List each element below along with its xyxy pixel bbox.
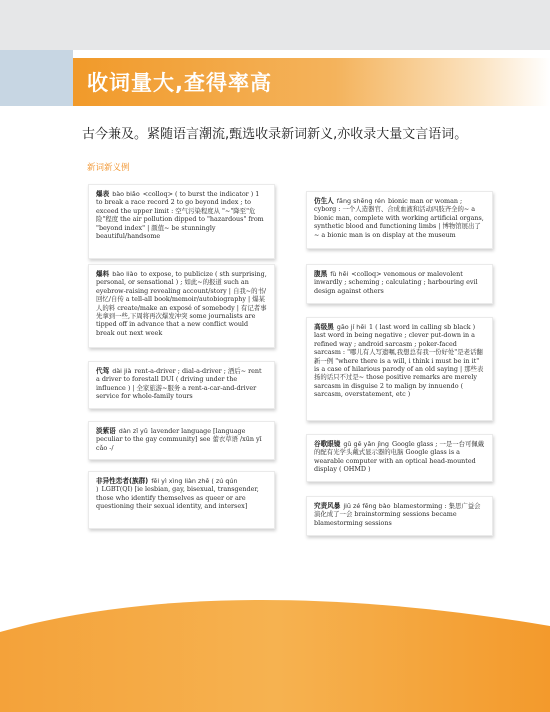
entry-headword: 高级黑 <box>314 323 334 331</box>
entry-headword: 腹黑 <box>314 270 328 278</box>
entry-definition: to expose, to publicize ( sth surprising, personal, or sensational ) ; 如此~的报道 such an eyebrow-raising revealing account/story | 自我~的书/回忆/自传 a tell-all book/memoir/autobiography | 爆某人的料 create/make an exposé of somebody | 有记者事先拿到一些,下周将再次爆发冲突 some journalists are tipped off in advance that a new conflict would break out next week <box>96 270 267 337</box>
entry-headword: 究责风暴 <box>314 502 341 510</box>
entry-card <box>88 264 275 348</box>
entry-definition: lavender language [language peculiar to the gay community] see 蕾衣草语 /xūn yī cǎo -/ <box>96 427 262 452</box>
entry-card <box>88 184 275 259</box>
entry-definition: <colloq> ( to burst the indicator ) 1 to break a race record 2 to go beyond index ; to exceed the upper limit : 空气污染程度从 "~"降至"危险"程度 the air pollution dipped to "hazardous" from "beyond index" | 颜值~ be stunningly beautiful/handsome <box>96 190 264 241</box>
entry-definition: LGBT(QI) [ie lesbian, gay, bisexual, transgender, those who identify themselves as queer or are questioning their sexual identity, and intersex] <box>96 485 259 511</box>
entry-definition: <colloq> venomous or malevolent inwardly ; scheming ; calculating ; harbouring evil design against others <box>314 270 478 295</box>
left-blue-stripe <box>0 50 73 106</box>
entry-definition: Google glass ; 一是一台可佩戴的配有光学头戴式显示器的电脑 Google glass is a wearable computer with an optical head-mounted display ( OHMD ) <box>314 440 485 474</box>
entry-headword: 爆料 <box>96 270 110 278</box>
bottom-wave-decoration <box>0 590 550 712</box>
title-banner <box>73 58 550 106</box>
entry-card <box>88 361 275 409</box>
banner-title: 收词量大,查得率高 <box>87 71 272 95</box>
entry-headword: 爆表 <box>96 190 110 198</box>
entry-pinyin: bào biǎo <box>112 190 140 198</box>
entry-pinyin: dài jià <box>112 367 132 375</box>
entry-headword: 仿生人 <box>314 197 334 205</box>
wave-shape <box>0 590 550 712</box>
entry-definition: blamestorming : 集思广益会演化成了一会 brainstorming sessions became blamestorming sessions <box>314 502 481 527</box>
entry-card <box>306 434 493 482</box>
entry-pinyin: bào liào <box>112 270 138 278</box>
subtitle: 古今兼及。紧随语言潮流,甄选收录新词新义,亦收录大量文言语词。 <box>82 127 468 142</box>
section-label: 新词新义例 <box>87 163 130 173</box>
entry-card <box>306 317 493 421</box>
entry-definition: 1 ( last word in calling sb black ) last word in being negative ; clever put-down in a refined way ; android sarcasm ; poker-faced sarcasm : "哪儿有人写遗嘱,我想总有我一份好处"是老话翻新一例 "where there is a will, i think i must be in it" is a case of hilarious parody of an old saying | 那些表扬的话只不过是~ those positive remarks are merely sarcasm in disguise 2 to malign by innuendo ( sarcasm, overstatement, etc ) <box>314 323 484 399</box>
entry-headword: 非异性恋者(族群) <box>96 477 149 485</box>
entry-card <box>306 191 493 249</box>
entry-definition: bionic man or woman ; cyborg : 一个人造器官、合成血液和活动四肢齐全的~ a bionic man, complete with working artificial organs, synthetic blood and functioning limbs | 博物馆展出了~ a bionic man is on display at the museum <box>314 197 484 239</box>
entry-card <box>306 264 493 304</box>
entry-pinyin: gāo jí hēi <box>336 323 367 331</box>
entry-pinyin: fù hēi <box>330 270 349 278</box>
entry-pinyin: jiū zé fēng bào <box>343 502 391 510</box>
entry-pinyin: fēi yì xìng liàn zhě ( zú qún ) <box>96 477 238 494</box>
entry-card <box>306 496 493 536</box>
entry-headword: 代驾 <box>96 367 110 375</box>
entry-card <box>88 421 275 460</box>
entry-definition: rent-a-driver ; dial-a-driver ; 酒后~ rent a driver to forestall DUI ( driving under the influence ) | 全家旅游~服务 a rent-a-car-and-driver service for whole-family tours <box>96 367 262 401</box>
entry-pinyin: dàn zǐ yǔ <box>118 427 148 435</box>
entry-pinyin: gǔ gē yǎn jìng <box>343 440 389 448</box>
entry-headword: 谷歌眼镜 <box>314 440 341 448</box>
entry-headword: 淡紫语 <box>96 427 116 435</box>
top-gray-band <box>0 0 550 50</box>
entry-pinyin: fǎng shēng rén <box>336 197 386 205</box>
entry-card <box>88 471 275 529</box>
